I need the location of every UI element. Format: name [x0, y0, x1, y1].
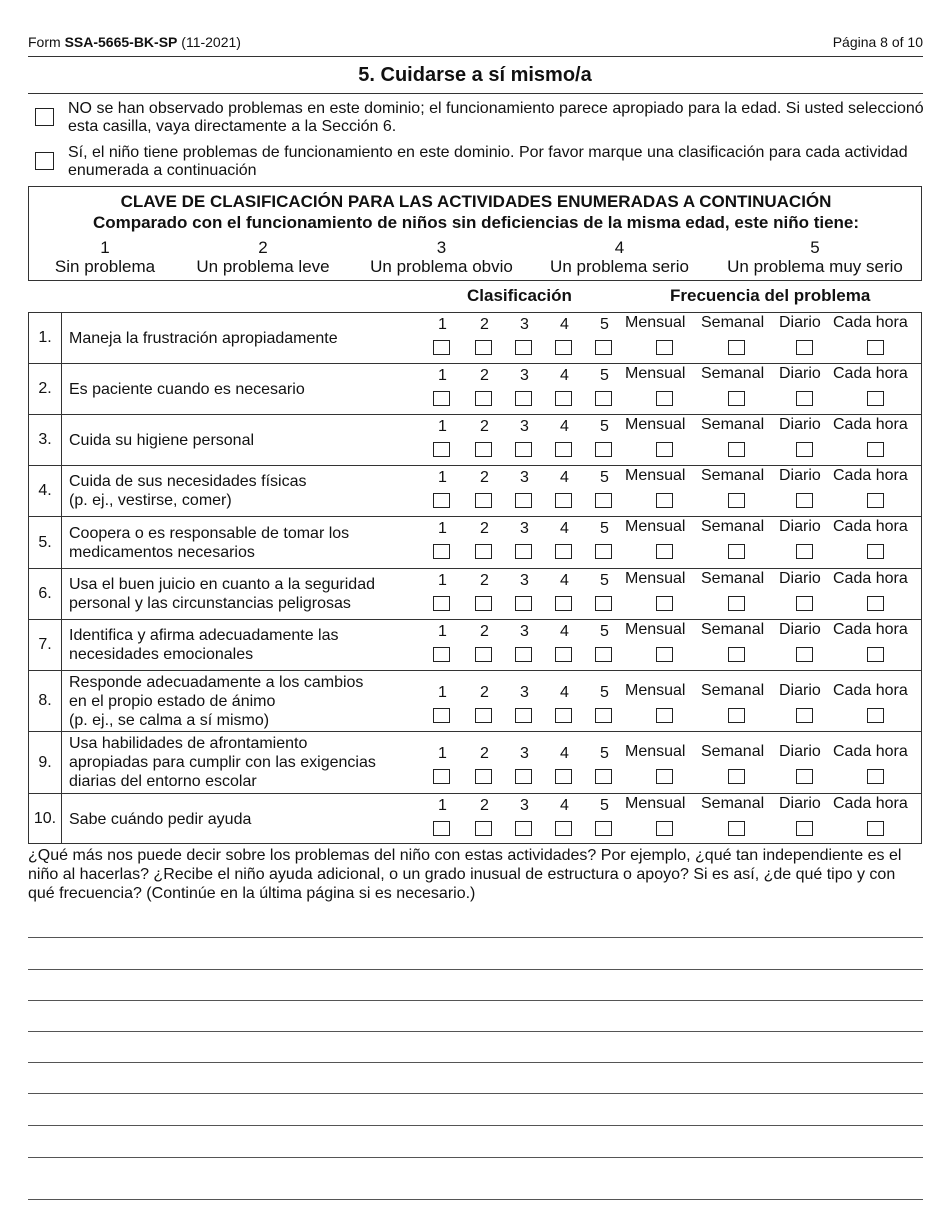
frequency-checkbox[interactable]: [867, 821, 884, 836]
rating-3-checkbox[interactable]: [515, 769, 532, 784]
frequency-checkbox[interactable]: [656, 442, 673, 457]
key-item-label: Un problema muy serio: [727, 257, 903, 276]
rating-5-checkbox[interactable]: [595, 340, 612, 355]
activity-text: [69, 620, 439, 670]
activity-row: [29, 671, 921, 732]
rating-1-checkbox[interactable]: [433, 821, 450, 836]
key-item-4: [537, 238, 702, 276]
frequency-checkbox[interactable]: [867, 340, 884, 355]
rating-number-label: 2: [480, 469, 489, 486]
frequency-label: Mensual: [625, 518, 686, 535]
rating-number-label: 1: [438, 316, 447, 333]
rating-5-checkbox[interactable]: [595, 544, 612, 559]
activity-text: [69, 364, 439, 414]
rating-number-label: 2: [480, 684, 489, 701]
rating-5-checkbox[interactable]: [595, 821, 612, 836]
frequency-label: Diario: [779, 314, 821, 331]
frequency-label: Semanal: [701, 467, 765, 484]
header-divider: [28, 56, 923, 57]
rating-4-checkbox[interactable]: [555, 769, 572, 784]
rating-key: [28, 186, 922, 281]
frequency-label: Diario: [779, 416, 821, 433]
form-date: (11-2021): [177, 34, 241, 50]
activity-text-content: Identifica y afirma adecuadamente las necesidades emocionales: [69, 627, 339, 663]
activity-row: [29, 569, 921, 620]
answer-line[interactable]: [28, 1125, 923, 1126]
activity-text-content: Cuida de sus necesidades físicas (p. ej., vestirse, comer): [69, 473, 307, 509]
key-item-3: [359, 238, 524, 276]
activity-row: [29, 415, 921, 466]
frequency-label: Mensual: [625, 416, 686, 433]
rating-column-heading: Clasificación: [467, 286, 572, 305]
activity-number: 8.: [29, 671, 62, 731]
activity-number: 1.: [29, 313, 62, 363]
frequency-checkbox[interactable]: [867, 596, 884, 611]
key-item-1: [35, 238, 175, 276]
frequency-checkbox[interactable]: [728, 821, 745, 836]
rating-number-label: 3: [520, 367, 529, 384]
rating-number-label: 2: [480, 418, 489, 435]
rating-number-label: 3: [520, 316, 529, 333]
frequency-label: Cada hora: [833, 570, 908, 587]
frequency-label: Cada hora: [833, 682, 908, 699]
frequency-label: Mensual: [625, 467, 686, 484]
key-item-number: 4: [614, 238, 625, 257]
rating-2-checkbox[interactable]: [475, 340, 492, 355]
frequency-label: Semanal: [701, 743, 765, 760]
frequency-label: Diario: [779, 795, 821, 812]
activity-text: [69, 517, 439, 568]
rating-number-label: 2: [480, 745, 489, 762]
no-problems-label: NO se han observado problemas en este dominio; el funcionamiento parece apropiado para la edad. Si usted seleccionó esta casilla, vaya directamente a la Sección 6.: [68, 100, 924, 135]
rating-number-label: 5: [600, 684, 609, 701]
frequency-label: Semanal: [701, 570, 765, 587]
activity-table: [28, 312, 922, 844]
key-item-number: 1: [100, 238, 110, 257]
activity-number: 5.: [29, 517, 62, 568]
rating-4-checkbox[interactable]: [555, 340, 572, 355]
frequency-checkbox[interactable]: [728, 442, 745, 457]
rating-number-label: 4: [560, 316, 569, 333]
rating-number-label: 4: [560, 418, 569, 435]
rating-1-checkbox[interactable]: [433, 544, 450, 559]
form-code: SSA-5665-BK-SP: [64, 34, 178, 50]
activity-number: 9.: [29, 732, 62, 793]
frequency-label: Mensual: [625, 743, 686, 760]
rating-number-label: 5: [600, 745, 609, 762]
rating-number-label: 2: [480, 572, 489, 589]
frequency-label: Semanal: [701, 416, 765, 433]
rating-number-label: 1: [438, 623, 447, 640]
rating-number-label: 5: [600, 469, 609, 486]
form-prefix: Form: [28, 34, 65, 50]
frequency-label: Cada hora: [833, 795, 908, 812]
rating-3-checkbox[interactable]: [515, 821, 532, 836]
rating-3-checkbox[interactable]: [515, 544, 532, 559]
frequency-label: Mensual: [625, 365, 686, 382]
rating-5-checkbox[interactable]: [595, 442, 612, 457]
rating-2-checkbox[interactable]: [475, 391, 492, 406]
rating-number-label: 2: [480, 367, 489, 384]
activity-text: [69, 732, 439, 793]
frequency-label: Mensual: [625, 570, 686, 587]
rating-number-label: 5: [600, 797, 609, 814]
rating-4-checkbox[interactable]: [555, 708, 572, 723]
frequency-checkbox[interactable]: [796, 596, 813, 611]
answer-line[interactable]: [28, 1093, 923, 1094]
rating-4-checkbox[interactable]: [555, 442, 572, 457]
rating-number-label: 2: [480, 316, 489, 333]
frequency-checkbox[interactable]: [867, 493, 884, 508]
frequency-checkbox[interactable]: [796, 544, 813, 559]
answer-line[interactable]: [28, 1031, 923, 1032]
activity-row: [29, 794, 921, 844]
frequency-checkbox[interactable]: [867, 544, 884, 559]
rating-1-checkbox[interactable]: [433, 647, 450, 662]
rating-number-label: 5: [600, 572, 609, 589]
key-item-number: 2: [258, 238, 268, 257]
activity-text: [69, 794, 439, 844]
rating-4-checkbox[interactable]: [555, 647, 572, 662]
rating-1-checkbox[interactable]: [433, 493, 450, 508]
frequency-label: Cada hora: [833, 416, 908, 433]
rating-number-label: 2: [480, 520, 489, 537]
rating-number-label: 3: [520, 469, 529, 486]
rating-5-checkbox[interactable]: [595, 647, 612, 662]
frequency-checkbox[interactable]: [867, 647, 884, 662]
frequency-checkbox[interactable]: [867, 769, 884, 784]
rating-5-checkbox[interactable]: [595, 493, 612, 508]
rating-number-label: 2: [480, 797, 489, 814]
frequency-checkbox[interactable]: [796, 493, 813, 508]
rating-1-checkbox[interactable]: [433, 596, 450, 611]
has-problems-checkbox[interactable]: [35, 152, 54, 170]
activity-row: [29, 517, 921, 569]
activity-number: 7.: [29, 620, 62, 670]
activity-number: 10.: [29, 794, 62, 844]
frequency-checkbox[interactable]: [656, 769, 673, 784]
frequency-checkbox[interactable]: [656, 340, 673, 355]
rating-2-checkbox[interactable]: [475, 647, 492, 662]
rating-2-checkbox[interactable]: [475, 769, 492, 784]
comment-question: ¿Qué más nos puede decir sobre los problemas del niño con estas actividades? Por ejemplo, ¿qué tan independiente es el niño al hacerlas? ¿Recibe el niño ayuda adicional, o un grado inusual de estructura o apoyo? Si es así, ¿de qué tipo y con qué frecuencia? (Continúe en la última página si es necesario.): [28, 847, 902, 902]
frequency-label: Cada hora: [833, 467, 908, 484]
activity-text: [69, 313, 439, 363]
rating-number-label: 4: [560, 797, 569, 814]
rating-number-label: 2: [480, 623, 489, 640]
rating-5-checkbox[interactable]: [595, 769, 612, 784]
frequency-label: Cada hora: [833, 621, 908, 638]
rating-number-label: 1: [438, 572, 447, 589]
activity-text: [69, 671, 439, 731]
key-item-2: [183, 238, 343, 276]
rating-number-label: 4: [560, 520, 569, 537]
answer-line[interactable]: [28, 937, 923, 938]
frequency-label: Cada hora: [833, 743, 908, 760]
activity-text: [69, 415, 439, 465]
frequency-label: Semanal: [701, 682, 765, 699]
frequency-checkbox[interactable]: [796, 340, 813, 355]
rating-2-checkbox[interactable]: [475, 821, 492, 836]
frequency-label: Semanal: [701, 365, 765, 382]
rating-number-label: 5: [600, 418, 609, 435]
rating-key-subtitle: Comparado con el funcionamiento de niños sin deficiencias de la misma edad, este niño tiene:: [92, 213, 860, 232]
frequency-label: Cada hora: [833, 365, 908, 382]
activity-text-content: Sabe cuándo pedir ayuda: [69, 810, 252, 828]
frequency-label: Diario: [779, 743, 821, 760]
rating-number-label: 3: [520, 520, 529, 537]
frequency-checkbox[interactable]: [656, 596, 673, 611]
rating-5-checkbox[interactable]: [595, 708, 612, 723]
rating-number-label: 4: [560, 469, 569, 486]
frequency-label: Semanal: [701, 518, 765, 535]
rating-number-label: 3: [520, 623, 529, 640]
frequency-label: Diario: [779, 467, 821, 484]
frequency-label: Cada hora: [833, 518, 908, 535]
rating-3-checkbox[interactable]: [515, 340, 532, 355]
frequency-checkbox[interactable]: [728, 493, 745, 508]
activity-text: [69, 466, 439, 516]
frequency-checkbox[interactable]: [796, 647, 813, 662]
rating-3-checkbox[interactable]: [515, 442, 532, 457]
rating-4-checkbox[interactable]: [555, 391, 572, 406]
rating-number-label: 1: [438, 745, 447, 762]
no-problems-checkbox[interactable]: [35, 108, 54, 126]
rating-1-checkbox[interactable]: [433, 442, 450, 457]
frequency-label: Diario: [779, 682, 821, 699]
rating-number-label: 5: [600, 623, 609, 640]
answer-line[interactable]: [28, 1157, 923, 1158]
frequency-checkbox[interactable]: [728, 769, 745, 784]
activity-text-content: Cuida su higiene personal: [69, 431, 255, 449]
rating-2-checkbox[interactable]: [475, 708, 492, 723]
rating-2-checkbox[interactable]: [475, 442, 492, 457]
frequency-checkbox[interactable]: [728, 544, 745, 559]
key-item-number: 5: [810, 238, 820, 257]
section-title: 5. Cuidarse a sí mismo/a: [358, 64, 592, 86]
frequency-label: Semanal: [701, 314, 765, 331]
frequency-checkbox[interactable]: [796, 708, 813, 723]
rating-number-label: 3: [520, 572, 529, 589]
title-divider: [28, 93, 923, 94]
rating-number-label: 1: [438, 684, 447, 701]
activity-number: 6.: [29, 569, 62, 619]
frequency-checkbox[interactable]: [656, 544, 673, 559]
activity-number: 3.: [29, 415, 62, 465]
activity-text-content: Coopera o es responsable de tomar los medicamentos necesarios: [69, 524, 350, 561]
frequency-checkbox[interactable]: [796, 821, 813, 836]
rating-number-label: 5: [600, 367, 609, 384]
activity-text-content: Usa el buen juicio en cuanto a la seguridad personal y las circunstancias peligrosas: [69, 576, 375, 612]
frequency-label: Mensual: [625, 682, 686, 699]
frequency-column-heading: Frecuencia del problema: [670, 286, 871, 305]
rating-number-label: 3: [520, 418, 529, 435]
activity-text-content: Es paciente cuando es necesario: [69, 380, 305, 398]
rating-number-label: 3: [520, 797, 529, 814]
frequency-checkbox[interactable]: [867, 708, 884, 723]
rating-number-label: 5: [600, 316, 609, 333]
frequency-label: Diario: [779, 518, 821, 535]
rating-number-label: 1: [438, 418, 447, 435]
rating-3-checkbox[interactable]: [515, 391, 532, 406]
rating-number-label: 4: [560, 623, 569, 640]
rating-number-label: 4: [560, 745, 569, 762]
frequency-checkbox[interactable]: [796, 391, 813, 406]
rating-5-checkbox[interactable]: [595, 391, 612, 406]
rating-key-title: CLAVE DE CLASIFICACIÓN PARA LAS ACTIVIDADES ENUMERADAS A CONTINUACIÓN: [120, 192, 832, 211]
rating-number-label: 3: [520, 745, 529, 762]
frequency-label: Cada hora: [833, 314, 908, 331]
rating-number-label: 1: [438, 469, 447, 486]
rating-1-checkbox[interactable]: [433, 708, 450, 723]
frequency-checkbox[interactable]: [656, 391, 673, 406]
key-item-label: Un problema obvio: [370, 257, 513, 276]
rating-1-checkbox[interactable]: [433, 769, 450, 784]
activity-row: [29, 364, 921, 415]
rating-number-label: 1: [438, 367, 447, 384]
rating-3-checkbox[interactable]: [515, 493, 532, 508]
rating-3-checkbox[interactable]: [515, 708, 532, 723]
activity-number: 4.: [29, 466, 62, 516]
activity-text-content: Usa habilidades de afrontamiento apropiadas para cumplir con las exigencias diarias del entorno escolar: [69, 735, 376, 790]
activity-row: [29, 466, 921, 517]
frequency-checkbox[interactable]: [867, 442, 884, 457]
frequency-checkbox[interactable]: [867, 391, 884, 406]
frequency-checkbox[interactable]: [656, 708, 673, 723]
rating-5-checkbox[interactable]: [595, 596, 612, 611]
answer-line[interactable]: [28, 969, 923, 970]
page-number: Página 8 of 10: [832, 34, 923, 50]
frequency-checkbox[interactable]: [656, 821, 673, 836]
key-item-label: Sin problema: [54, 257, 156, 276]
frequency-label: Semanal: [701, 621, 765, 638]
activity-row: [29, 620, 921, 671]
activity-text-content: Maneja la frustración apropiadamente: [69, 329, 338, 347]
rating-4-checkbox[interactable]: [555, 821, 572, 836]
rating-number-label: 4: [560, 572, 569, 589]
rating-2-checkbox[interactable]: [475, 544, 492, 559]
frequency-checkbox[interactable]: [796, 769, 813, 784]
answer-line[interactable]: [28, 1199, 923, 1200]
frequency-label: Diario: [779, 621, 821, 638]
rating-3-checkbox[interactable]: [515, 647, 532, 662]
frequency-checkbox[interactable]: [656, 647, 673, 662]
rating-2-checkbox[interactable]: [475, 596, 492, 611]
activity-row: [29, 313, 921, 364]
rating-1-checkbox[interactable]: [433, 340, 450, 355]
frequency-checkbox[interactable]: [728, 596, 745, 611]
rating-4-checkbox[interactable]: [555, 596, 572, 611]
activity-number: 2.: [29, 364, 62, 414]
frequency-label: Mensual: [625, 621, 686, 638]
key-item-5: [715, 238, 915, 276]
frequency-checkbox[interactable]: [728, 647, 745, 662]
key-item-number: 3: [436, 238, 447, 257]
activity-text: [69, 569, 439, 619]
rating-number-label: 3: [520, 684, 529, 701]
key-item-label: Un problema leve: [196, 257, 330, 276]
frequency-label: Mensual: [625, 795, 686, 812]
rating-1-checkbox[interactable]: [433, 391, 450, 406]
rating-number-label: 1: [438, 797, 447, 814]
form-identifier: [28, 34, 241, 50]
frequency-checkbox[interactable]: [728, 340, 745, 355]
rating-2-checkbox[interactable]: [475, 493, 492, 508]
frequency-label: Mensual: [625, 314, 686, 331]
answer-line[interactable]: [28, 1000, 923, 1001]
frequency-label: Diario: [779, 570, 821, 587]
rating-4-checkbox[interactable]: [555, 544, 572, 559]
has-problems-label: Sí, el niño tiene problemas de funcionamiento en este dominio. Por favor marque una clasificación para cada actividad enumerada a continuación: [68, 144, 908, 179]
frequency-checkbox[interactable]: [796, 442, 813, 457]
rating-3-checkbox[interactable]: [515, 596, 532, 611]
rating-number-label: 4: [560, 684, 569, 701]
frequency-checkbox[interactable]: [728, 391, 745, 406]
rating-4-checkbox[interactable]: [555, 493, 572, 508]
frequency-label: Diario: [779, 365, 821, 382]
frequency-label: Semanal: [701, 795, 765, 812]
activity-row: [29, 732, 921, 794]
rating-number-label: 5: [600, 520, 609, 537]
answer-line[interactable]: [28, 1062, 923, 1063]
activity-text-content: Responde adecuadamente a los cambios en el propio estado de ánimo (p. ej., se calma a sí mismo): [69, 673, 364, 729]
frequency-checkbox[interactable]: [656, 493, 673, 508]
rating-number-label: 1: [438, 520, 447, 537]
key-item-label: Un problema serio: [550, 257, 689, 276]
frequency-checkbox[interactable]: [728, 708, 745, 723]
rating-number-label: 4: [560, 367, 569, 384]
